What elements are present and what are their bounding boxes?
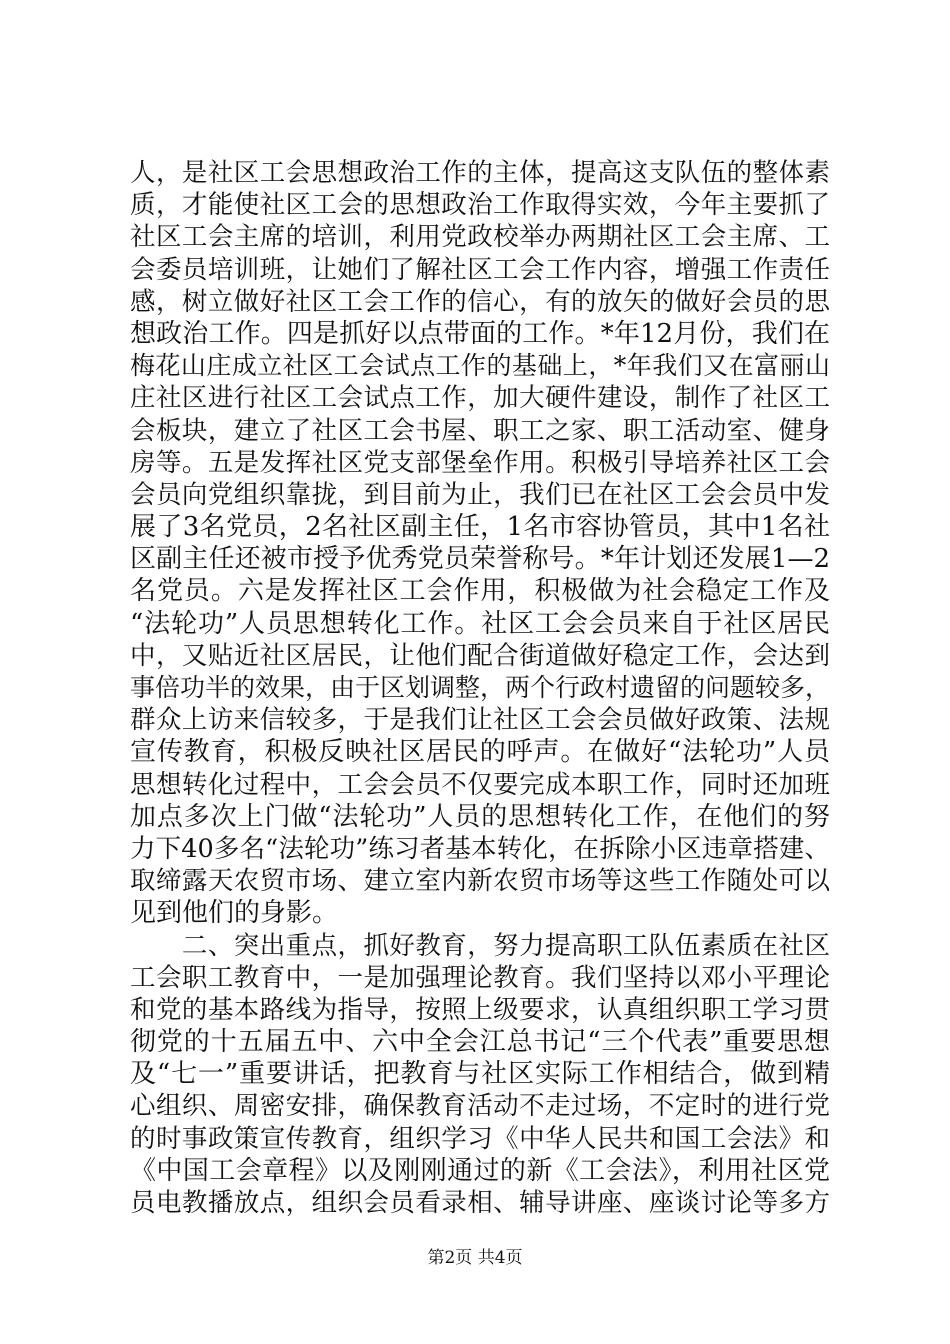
text-line: 宣传教育，积极反映社区居民的呼声。在做好“法轮功”人员: [130, 737, 830, 768]
text-line: 思想转化过程中，工会会员不仅要完成本职工作，同时还加班: [130, 769, 830, 800]
text-line: 群众上访来信较多，于是我们让社区工会会员做好政策、法规: [130, 705, 830, 736]
text-line: 力下40多名“法轮功”练习者基本转化，在拆除小区违章搭建、: [130, 833, 830, 864]
body-text: [130, 157, 830, 1219]
text-line: 想政治工作。四是抓好以点带面的工作。*年12月份，我们在: [130, 318, 830, 349]
text-line: 名党员。六是发挥社区工会作用，积极做为社会稳定工作及: [130, 576, 830, 607]
text-line: 见到他们的身影。: [130, 898, 339, 929]
text-line: 区副主任还被市授予优秀党员荣誉称号。*年计划还发展1—2: [130, 544, 830, 575]
text-line: 庄社区进行社区工会试点工作，加大硬件建设，制作了社区工: [130, 383, 830, 414]
text-line: 房等。五是发挥社区党支部堡垒作用。积极引导培养社区工会: [130, 447, 830, 478]
text-line: 心组织、周密安排，确保教育活动不走过场，不定时的进行党: [130, 1091, 830, 1122]
text-line: 二、突出重点，抓好教育，努力提高职工队伍素质在社区: [130, 930, 830, 961]
text-line: 人，是社区工会思想政治工作的主体，提高这支队伍的整体素: [130, 158, 830, 188]
text-line: 展了3名党员，2名社区副主任，1名市容协管员，其中1名社: [130, 512, 830, 543]
text-line: “法轮功”人员思想转化工作。社区工会会员来自于社区居民: [130, 608, 830, 639]
text-line: 会员向党组织靠拢，到目前为止，我们已在社区工会会员中发: [130, 479, 830, 510]
text-line: 社区工会主席的培训，利用党政校举办两期社区工会主席、工: [130, 222, 830, 253]
text-line: 梅花山庄成立社区工会试点工作的基础上，*年我们又在富丽山: [130, 351, 830, 381]
text-line: 及“七一”重要讲话，把教育与社区实际工作相结合，做到精: [130, 1059, 830, 1090]
text-line: 会板块，建立了社区工会书屋、职工之家、职工活动室、健身: [130, 415, 830, 446]
text-line: 质，才能使社区工会的思想政治工作取得实效，今年主要抓了: [130, 190, 830, 221]
text-line: 事倍功半的效果，由于区划调整，两个行政村遗留的问题较多，: [130, 673, 831, 702]
text-line: 会委员培训班，让她们了解社区工会工作内容，增强工作责任: [130, 254, 830, 285]
text-line: 工会职工教育中，一是加强理论教育。我们坚持以邓小平理论: [130, 962, 830, 993]
text-line: 彻党的十五届五中、六中全会江总书记“三个代表”重要思想: [130, 1027, 830, 1058]
text-line: 员电教播放点，组织会员看录相、辅导讲座、座谈讨论等多方: [130, 1188, 830, 1218]
text-line: 中，又贴近社区居民，让他们配合街道做好稳定工作，会达到: [130, 640, 830, 671]
text-line: 取缔露天农贸市场、建立室内新农贸市场等这些工作随处可以: [130, 866, 830, 897]
text-line: 加点多次上门做“法轮功”人员的思想转化工作，在他们的努: [130, 801, 830, 832]
text-line: 和党的基本路线为指导，按照上级要求，认真组织职工学习贯: [130, 994, 830, 1025]
page-footer: 第2页 共4页: [427, 1248, 523, 1268]
text-line: 《中国工会章程》以及刚刚通过的新《工会法》，利用社区党: [130, 1155, 830, 1186]
text-line: 感，树立做好社区工会工作的信心，有的放矢的做好会员的思: [130, 286, 830, 317]
text-line: 的时事政策宣传教育，组织学习《中华人民共和国工会法》和: [130, 1123, 830, 1154]
